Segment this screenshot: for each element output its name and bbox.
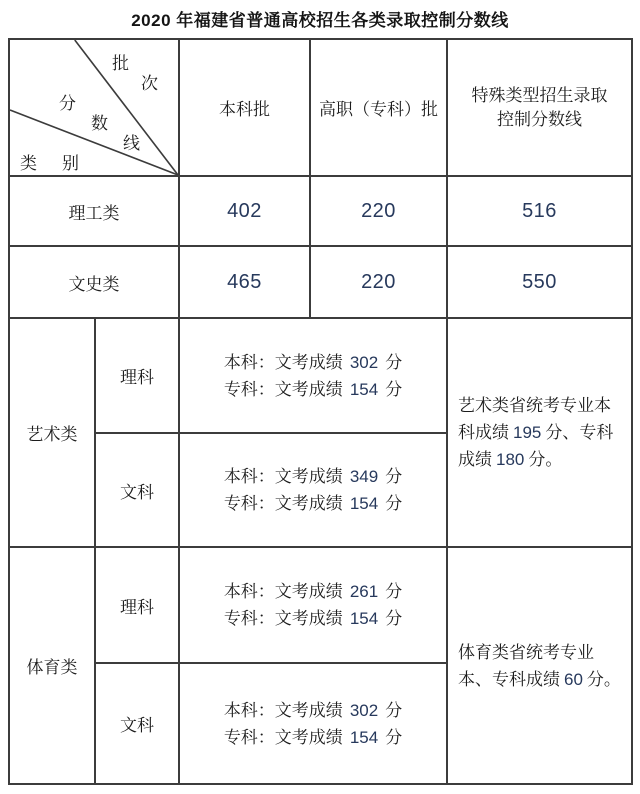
row-ligong-gaozhi: 220: [310, 176, 447, 246]
row-sport-like: [9, 547, 632, 663]
line-label: 本科：文考成绩: [223, 467, 343, 486]
row-wenshi-category: 文史类: [9, 246, 179, 318]
corner-label-batch-char2: 次: [141, 74, 158, 93]
section-art-category: 艺术类: [9, 318, 95, 547]
header-gaozhi: 高职（专科）批: [310, 39, 447, 176]
content-line: [224, 463, 402, 490]
content-line: [224, 724, 402, 751]
line-value: 302: [349, 352, 379, 372]
line-value: 154: [349, 609, 379, 628]
content-line: [224, 697, 402, 724]
row-wenshi-teshu: 550: [447, 246, 632, 318]
note-art-line1: [458, 392, 625, 419]
row-sport-wenke-content: [179, 663, 447, 784]
note-art-line3: [458, 446, 625, 473]
corner-label-batch-char1: 批: [112, 54, 129, 73]
corner-label-score-char2: 数: [91, 114, 108, 133]
line-value: 302: [349, 700, 379, 720]
row-art-like-content: [179, 318, 447, 433]
note-number: 180: [496, 450, 525, 469]
line-unit: 分: [385, 700, 403, 720]
line-label: 专科：文考成绩: [223, 727, 343, 747]
row-ligong-category: 理工类: [9, 176, 179, 246]
row-art-wenke-content: [179, 433, 447, 547]
note-text: 分。: [528, 450, 563, 469]
row-wenshi-gaozhi: 220: [310, 246, 447, 318]
note-sport-line1: [458, 639, 625, 666]
score-table: [8, 38, 633, 785]
corner-label-score-char1: 分: [59, 94, 76, 113]
line-label: 本科：文考成绩: [223, 352, 343, 372]
row-sport-wenke-subject: 文科: [95, 663, 179, 784]
line-unit: 分: [385, 609, 403, 628]
line-unit: 分: [385, 352, 403, 372]
row-sport-like-content: [179, 547, 447, 663]
row-ligong-teshu: 516: [447, 176, 632, 246]
note-text: 分。: [586, 669, 621, 689]
row-ligong: [9, 176, 632, 246]
content-line: [224, 578, 402, 605]
line-value: 349: [349, 467, 379, 486]
content-line: [224, 376, 402, 403]
line-unit: 分: [385, 467, 403, 486]
note-sport: [447, 547, 632, 784]
header-benke: 本科批: [179, 39, 310, 176]
corner-cell: [9, 39, 179, 176]
header-row: [9, 39, 632, 176]
corner-label-score-char3: 线: [123, 134, 140, 153]
line-unit: 分: [385, 582, 403, 601]
header-teshu: [447, 39, 632, 176]
content-line: [224, 490, 402, 517]
line-label: 本科：文考成绩: [223, 582, 343, 601]
line-label: 专科：文考成绩: [223, 609, 343, 628]
row-ligong-benke: 402: [179, 176, 310, 246]
row-art-like: [9, 318, 632, 433]
row-sport-like-subject: 理科: [95, 547, 179, 663]
line-label: 本科：文考成绩: [223, 700, 343, 720]
line-value: 154: [349, 494, 379, 513]
note-text: 体育类省统考专业: [458, 642, 594, 662]
row-wenshi: [9, 246, 632, 318]
line-value: 154: [349, 727, 379, 747]
note-text: 本、专科成绩: [458, 669, 560, 689]
row-art-like-subject: 理科: [95, 318, 179, 433]
line-unit: 分: [385, 727, 403, 747]
note-sport-line2: [458, 666, 625, 693]
note-art: [447, 318, 632, 547]
corner-label-category-char2: 别: [62, 154, 79, 173]
section-sport-category: 体育类: [9, 547, 95, 784]
line-value: 261: [349, 582, 379, 601]
page-title: 2020 年福建省普通高校招生各类录取控制分数线: [131, 11, 509, 30]
note-number: 60: [564, 669, 583, 689]
note-text: 分、专科: [545, 423, 614, 442]
header-teshu-line1: 特殊类型招生录取: [471, 85, 608, 105]
corner-label-category-char1: 类: [20, 154, 37, 173]
line-value: 154: [349, 379, 379, 399]
note-art-line2: [458, 419, 625, 446]
note-text: 艺术类省统考专业本: [458, 396, 611, 415]
row-wenshi-benke: 465: [179, 246, 310, 318]
note-number: 195: [513, 423, 542, 442]
content-line: [224, 349, 402, 376]
row-art-wenke-subject: 文科: [95, 433, 179, 547]
line-unit: 分: [385, 379, 403, 399]
line-unit: 分: [385, 494, 403, 513]
line-label: 专科：文考成绩: [223, 494, 343, 513]
header-teshu-line2: 控制分数线: [497, 109, 582, 129]
note-text: 成绩: [458, 450, 492, 469]
note-text: 科成绩: [458, 423, 509, 442]
content-line: [224, 605, 402, 632]
line-label: 专科：文考成绩: [223, 379, 343, 399]
